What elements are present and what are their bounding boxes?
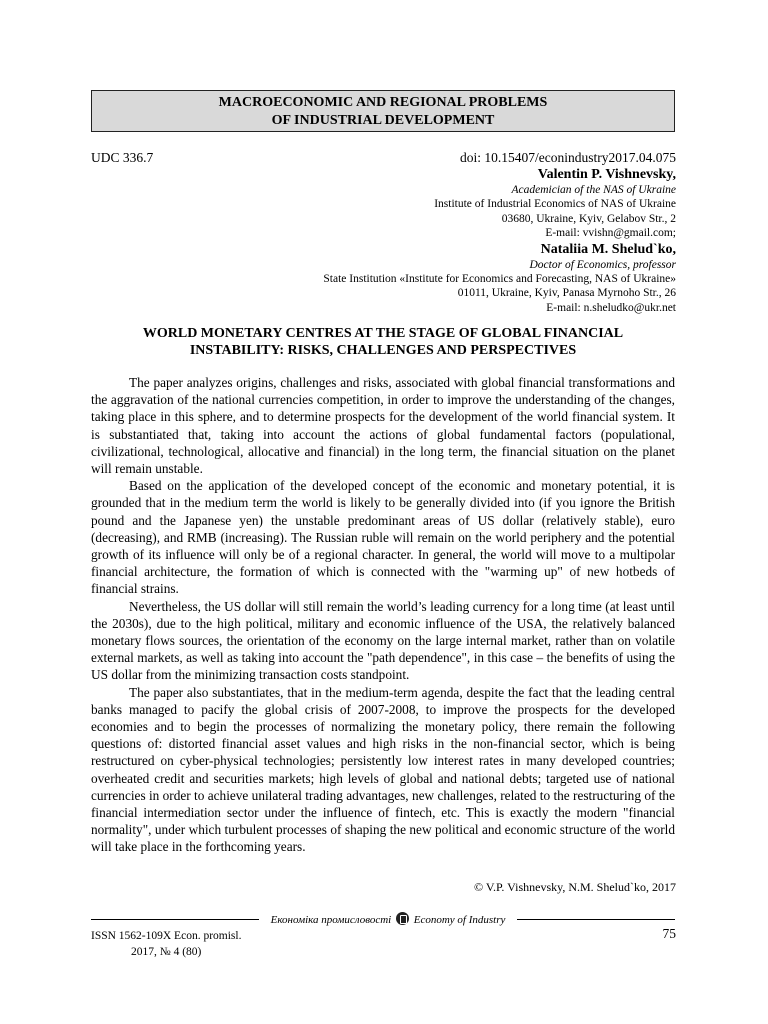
journal-footer-rule [91,912,675,926]
author-title: Academician of the NAS of Ukraine [511,184,676,196]
doi-link[interactable]: doi: 10.15407/econindustry2017.04.075 [460,150,676,165]
article-title [91,325,675,359]
author-name: Nataliia M. Shelud`ko, [540,241,676,257]
author-block [116,166,676,315]
article-title-line-1: WORLD MONETARY CENTRES AT THE STAGE OF GLOBAL FINANCIAL [142,326,624,341]
footer-divider-left [91,919,259,920]
author-name: Valentin P. Vishnevsky, [537,167,676,182]
author-institution: State Institution «Institute for Economics and Forecasting, NAS of Ukraine» [323,272,676,285]
journal-name-en: Economy of Industry [413,914,506,926]
issn-line: ISSN 1562-109X Econ. promisl. [91,930,242,942]
abstract-paragraph: The paper also substantiates, that in the medium-term agenda, despite the fact that the leading central banks managed to pacify the global crisis of 2007-2008, to improve the prospects for the developed economies and to begin the processes of normalizing the monetary policy, there remain the following questions of: distorted financial asset values and high risks in the non-financial sector, which is being restructured on cyber-physical technologies; persistently low interest rates in many developed countries; overheated credit and securities markets; high levels of global and national debts; targeted use of national currencies in order to achieve unilateral trading advantages, new challenges, related to the restructuring of the financial intermediation sector under the influence of fintech, etc. This is exactly the modern "financial normality", under which turbulent processes of shaping the new political and economic structure of the world will take place in the forthcoming years. [91,684,675,855]
issue-line: 2017, № 4 (80) [131,946,202,958]
author-email[interactable]: E-mail: vvishn@gmail.com; [545,227,676,239]
author-institution: Institute of Industrial Economics of NAS of Ukraine [434,198,676,210]
article-title-line-2: INSTABILITY: RISKS, CHALLENGES AND PERSPECTIVES [189,343,577,358]
journal-name [259,912,517,927]
abstract [91,374,675,856]
author-address: 01011, Ukraine, Kyiv, Panasa Myrnoho Str., 26 [457,287,676,299]
section-header-line-1: MACROECONOMIC AND REGIONAL PROBLEMS [218,95,548,110]
issn-block [91,928,241,960]
abstract-paragraph: Based on the application of the developed concept of the economic and monetary potential, it is grounded that in the medium term the world is likely to be generally divided into (if you ignore the British pound and the Japanese yen) the unstable predominant areas of US dollar (relatively stable), euro (decreasing), and RMB (increasing). The Russian ruble will remain on the world periphery and the potential growth of its influence will only be of a regional character. In general, the world will move to a multipolar financial architecture, the formation of which is connected with the "warming up" of new hotbeds of financial strains. [91,478,675,597]
section-header [91,90,675,132]
footer-divider-right [517,919,675,920]
page-number: 75 [662,926,676,941]
abstract-paragraph: The paper analyzes origins, challenges and risks, associated with global financial transformations and the aggravation of the national currencies competition, in order to improve the understanding of the changes, taking place in this sphere, and to determine prospects for the development of the world financial system. It is substantiated that, taking into account the actions of global fundamental factors (populational, civilizational, technological, allocative and financial) in the long term, the financial situation on the planet will remain unstable. [91,375,675,477]
abstract-paragraph: Nevertheless, the US dollar will still remain the world’s leading currency for a long time (at least until the 2030s), due to the high political, military and economic influence of the USA, the relatively balanced monetary flows sources, the orientation of the economy on the large internal market, rather than on volatile external markets, as well as taking into account the "path dependence", in this case – the benefits of using the US dollar from the minimizing transaction costs standpoint. [91,598,675,683]
section-header-line-2: OF INDUSTRIAL DEVELOPMENT [271,113,495,128]
author-address: 03680, Ukraine, Kyiv, Gelabov Str., 2 [501,212,676,225]
author-title: Doctor of Economics, professor [529,258,676,271]
author-email[interactable]: E-mail: n.sheludko@ukr.net [546,301,676,314]
copyright-notice: © V.P. Vishnevsky, N.M. Shelud`ko, 2017 [474,880,676,894]
journal-name-ua: Економіка промисловості [270,914,392,926]
journal-logo-icon [396,912,409,925]
udc-code: UDC 336.7 [91,150,154,165]
